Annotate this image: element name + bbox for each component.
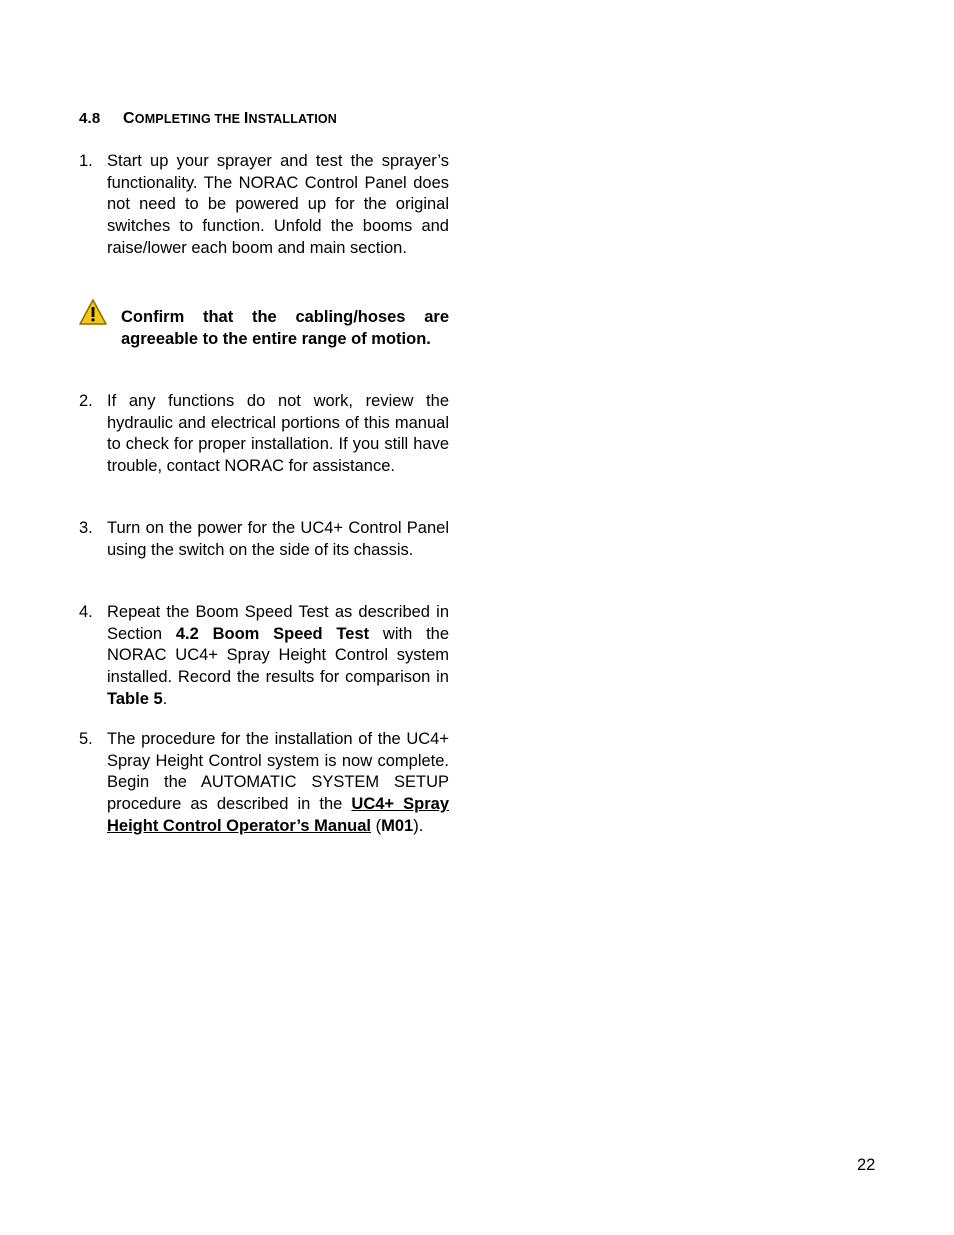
warning-text: Confirm that the cabling/hoses are agreeable to the entire range of motion. [121,308,449,348]
step-text-part: with the NORAC UC4+ Spray Height Control system installed. Record the results for comparison in [107,624,450,687]
step-2 [79,391,449,478]
step-number: 1. [79,152,93,170]
section-reference: 4.2 Boom Speed Test [175,624,370,643]
step-number: 4. [79,603,93,621]
heading-rest-1: OMPLETING THE [134,112,244,126]
step-text-part: ( [371,816,382,835]
step-1 [79,151,449,260]
page-number: 22 [857,1156,876,1174]
step-text [107,729,449,838]
step-number: 3. [79,519,93,537]
step-text [107,602,449,711]
heading-cap-2: I [243,110,249,127]
step-text: If any functions do not work, review the hydraulic and electrical portions of this manual to check for proper installation. If you still have trouble, contact NORAC for assistance. [107,392,449,476]
step-text: Start up your sprayer and test the sprayer’s functionality. The NORAC Control Panel does not need to be powered up for the original switches to function. Unfold the booms and raise/lower each boom and main section. [107,152,449,257]
heading-cap-1: C [123,110,135,127]
step-number: 5. [79,730,93,748]
step-text-part: . [162,689,168,708]
step-text-part: Repeat the Boom Speed Test as described in Section [107,603,449,643]
manual-reference: UC4+ Spray Height Control Operator’s Manual [107,795,449,835]
section-heading [79,110,337,128]
step-text-part: The procedure for the installation of the UC4+ Spray Height Control system is now complete. Begin the AUTOMATIC SYSTEM SETUP procedure as described in the [107,730,449,814]
warning-triangle-icon [79,299,107,325]
step-4 [79,602,449,711]
manual-code: M01 [381,816,414,835]
step-text-part: ). [413,816,424,835]
section-number: 4.8 [79,110,101,127]
heading-rest-2: NSTALLATION [248,112,338,126]
warning-callout [79,299,449,350]
step-3 [79,518,449,561]
step-5 [79,729,449,838]
table-reference: Table 5 [107,689,163,708]
step-text: Turn on the power for the UC4+ Control Panel using the switch on the side of its chassis. [107,519,449,559]
step-number: 2. [79,392,93,410]
